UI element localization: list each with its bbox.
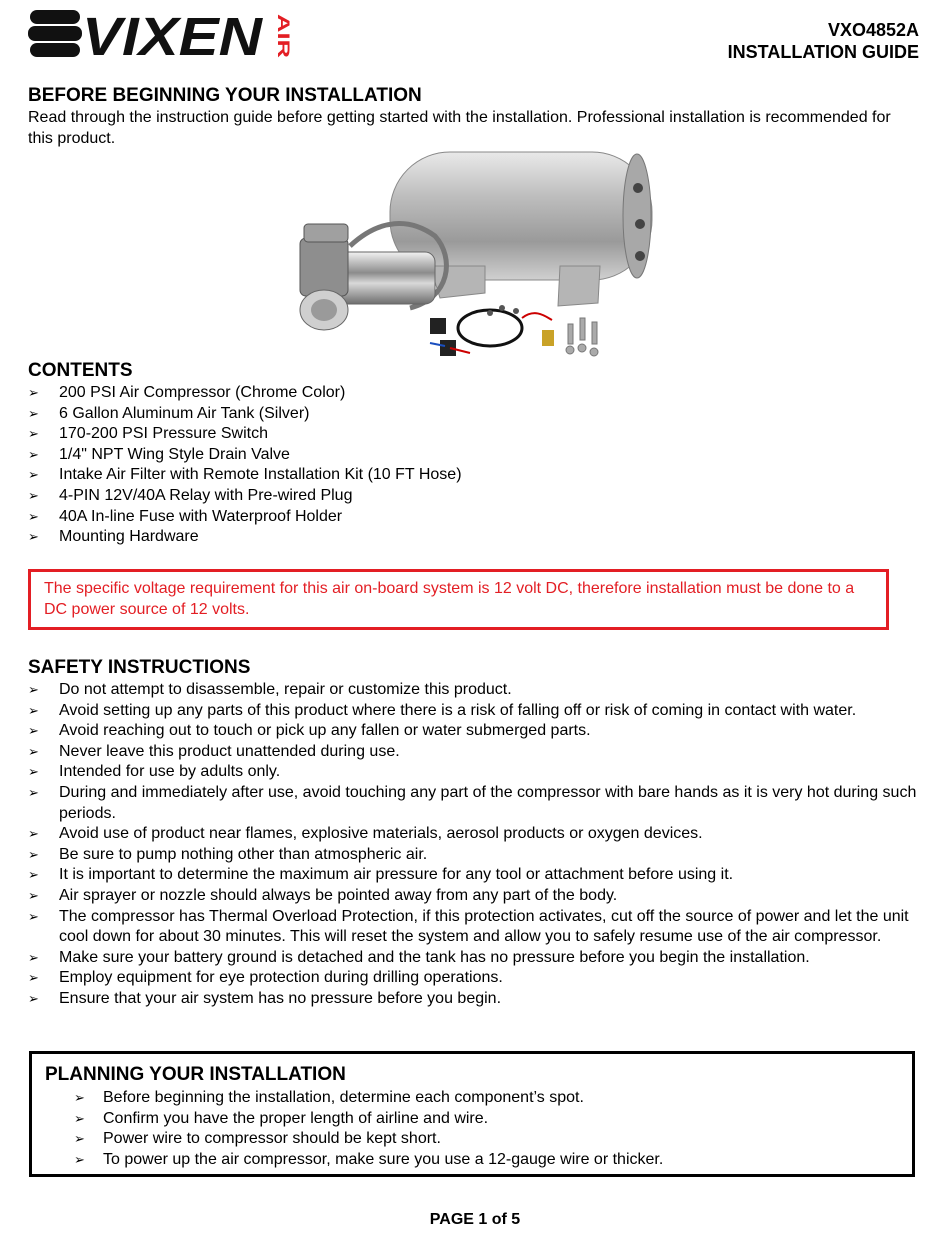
safety-item-text: Avoid reaching out to touch or pick up any fallen or water submerged parts. — [59, 722, 591, 740]
contents-item — [0, 404, 462, 425]
planning-item-text: Before beginning the installation, determine each component’s spot. — [103, 1089, 584, 1106]
safety-item — [0, 989, 920, 1010]
contents-item — [0, 424, 462, 445]
safety-item — [0, 865, 920, 886]
arrow-bullet-icon: ➢ — [74, 1090, 85, 1105]
planning-heading: PLANNING YOUR INSTALLATION — [45, 1064, 346, 1085]
arrow-bullet-icon: ➢ — [28, 508, 39, 524]
safety-item-text: Do not attempt to disassemble, repair or customize this product. — [59, 681, 512, 698]
contents-item-text: 200 PSI Air Compressor (Chrome Color) — [59, 384, 346, 401]
arrow-bullet-icon: ➢ — [28, 426, 39, 442]
arrow-bullet-icon: ➢ — [28, 446, 39, 462]
contents-item — [0, 507, 462, 528]
safety-item — [0, 701, 920, 722]
safety-item-text: The compressor has Thermal Overload Protection, if this protection activates, cut off the source of power and let the unit cool down for about 30 minutes. This will reset the system and allow you to safely resume use of the air compressor. — [59, 907, 909, 946]
arrow-bullet-icon: ➢ — [28, 887, 39, 903]
before-heading: BEFORE BEGINNING YOUR INSTALLATION — [28, 85, 422, 106]
arrow-bullet-icon: ➢ — [28, 949, 39, 965]
safety-item-text: During and immediately after use, avoid touching any part of the compressor with bare hands as it is very hot during such periods. — [59, 783, 917, 822]
planning-item — [32, 1088, 902, 1109]
safety-item-text: Avoid setting up any parts of this product where there is a risk of falling off or risk of coming in contact with water. — [59, 701, 857, 719]
planning-item-text: To power up the air compressor, make sure you use a 12-gauge wire or thicker. — [103, 1150, 664, 1168]
contents-item-text: Mounting Hardware — [59, 528, 199, 546]
contents-item-text: 1/4" NPT Wing Style Drain Valve — [59, 445, 290, 463]
arrow-bullet-icon: ➢ — [28, 826, 39, 842]
safety-item-text: Intended for use by adults only. — [59, 763, 281, 781]
safety-item-text: Ensure that your air system has no pressure before you begin. — [59, 989, 502, 1007]
safety-item-text: Employ equipment for eye protection during drilling operations. — [59, 969, 503, 987]
safety-item — [0, 783, 920, 824]
planning-list — [32, 1088, 902, 1170]
contents-item — [0, 383, 462, 404]
logo-sub: AIR — [274, 14, 293, 44]
voltage-warning-box: The specific voltage requirement for this air on-board system is 12 volt DC, therefore installation must be done to a DC power source of 12 volts. — [28, 569, 889, 630]
model-number: VXO4852A — [827, 20, 919, 40]
arrow-bullet-icon: ➢ — [28, 784, 39, 800]
planning-item — [32, 1129, 902, 1150]
planning-item-text: Confirm you have the proper length of airline and wire. — [103, 1109, 489, 1127]
arrow-bullet-icon: ➢ — [28, 682, 39, 697]
contents-item — [0, 486, 462, 507]
safety-item-text: It is important to determine the maximum air pressure for any tool or attachment before using it. — [59, 866, 734, 884]
contents-list — [0, 383, 462, 548]
arrow-bullet-icon: ➢ — [28, 405, 39, 421]
safety-item-text: Make sure your battery ground is detached and the tank has no pressure before you begin the installation. — [59, 948, 810, 966]
contents-item — [0, 465, 462, 486]
safety-item — [0, 762, 920, 783]
contents-item-text: 6 Gallon Aluminum Air Tank (Silver) — [59, 404, 310, 422]
contents-item-text: 4-PIN 12V/40A Relay with Pre-wired Plug — [59, 486, 353, 504]
arrow-bullet-icon: ➢ — [74, 1110, 85, 1126]
arrow-bullet-icon: ➢ — [28, 529, 39, 545]
arrow-bullet-icon: ➢ — [28, 467, 39, 483]
contents-item-text: 170-200 PSI Pressure Switch — [59, 425, 268, 443]
planning-item — [32, 1109, 902, 1130]
before-text: Read through the instruction guide before getting started with the installation. Professional installation is recommended for this product. — [28, 109, 891, 147]
document-id — [728, 19, 919, 63]
safety-item — [0, 886, 920, 907]
safety-item — [0, 907, 920, 948]
arrow-bullet-icon: ➢ — [28, 743, 39, 759]
safety-item-text: Avoid use of product near flames, explosive materials, aerosol products or oxygen devices. — [59, 825, 703, 843]
arrow-bullet-icon: ➢ — [74, 1131, 85, 1147]
safety-item — [0, 742, 920, 763]
arrow-bullet-icon: ➢ — [28, 487, 39, 503]
safety-item — [0, 680, 920, 701]
safety-list — [0, 680, 920, 1010]
planning-box — [29, 1051, 915, 1177]
arrow-bullet-icon: ➢ — [28, 702, 39, 718]
arrow-bullet-icon: ➢ — [28, 970, 39, 986]
logo-wordmark: VIXEN — [82, 7, 264, 67]
planning-item-text: Power wire to compressor should be kept short. — [103, 1130, 441, 1148]
arrow-bullet-icon: ➢ — [28, 846, 39, 862]
contents-item — [0, 527, 462, 548]
arrow-bullet-icon: ➢ — [28, 764, 39, 780]
contents-item-text: 40A In-line Fuse with Waterproof Holder — [59, 507, 343, 525]
safety-item — [0, 824, 920, 845]
safety-item — [0, 968, 920, 989]
arrow-bullet-icon: ➢ — [28, 990, 39, 1006]
safety-item-text: Never leave this product unattended during use. — [59, 742, 400, 760]
safety-item-text: Air sprayer or nozzle should always be pointed away from any part of the body. — [59, 886, 618, 904]
contents-item — [0, 445, 462, 466]
contents-item-text: Intake Air Filter with Remote Installation Kit (10 FT Hose) — [59, 466, 462, 484]
safety-heading: SAFETY INSTRUCTIONS — [28, 657, 251, 678]
safety-item — [0, 845, 920, 866]
product-photo — [290, 148, 670, 363]
arrow-bullet-icon: ➢ — [28, 723, 39, 739]
safety-item-text: Be sure to pump nothing other than atmospheric air. — [59, 845, 428, 863]
contents-heading: CONTENTS — [28, 360, 133, 381]
safety-item — [0, 948, 920, 969]
planning-item — [32, 1150, 902, 1171]
arrow-bullet-icon: ➢ — [28, 867, 39, 883]
document-title: INSTALLATION GUIDE — [727, 42, 919, 62]
arrow-bullet-icon: ➢ — [74, 1151, 85, 1167]
arrow-bullet-icon: ➢ — [28, 385, 39, 400]
vixen-air-logo — [28, 6, 293, 67]
safety-item — [0, 721, 920, 742]
page-number: PAGE 1 of 5 — [429, 1211, 521, 1228]
arrow-bullet-icon: ➢ — [28, 908, 39, 924]
